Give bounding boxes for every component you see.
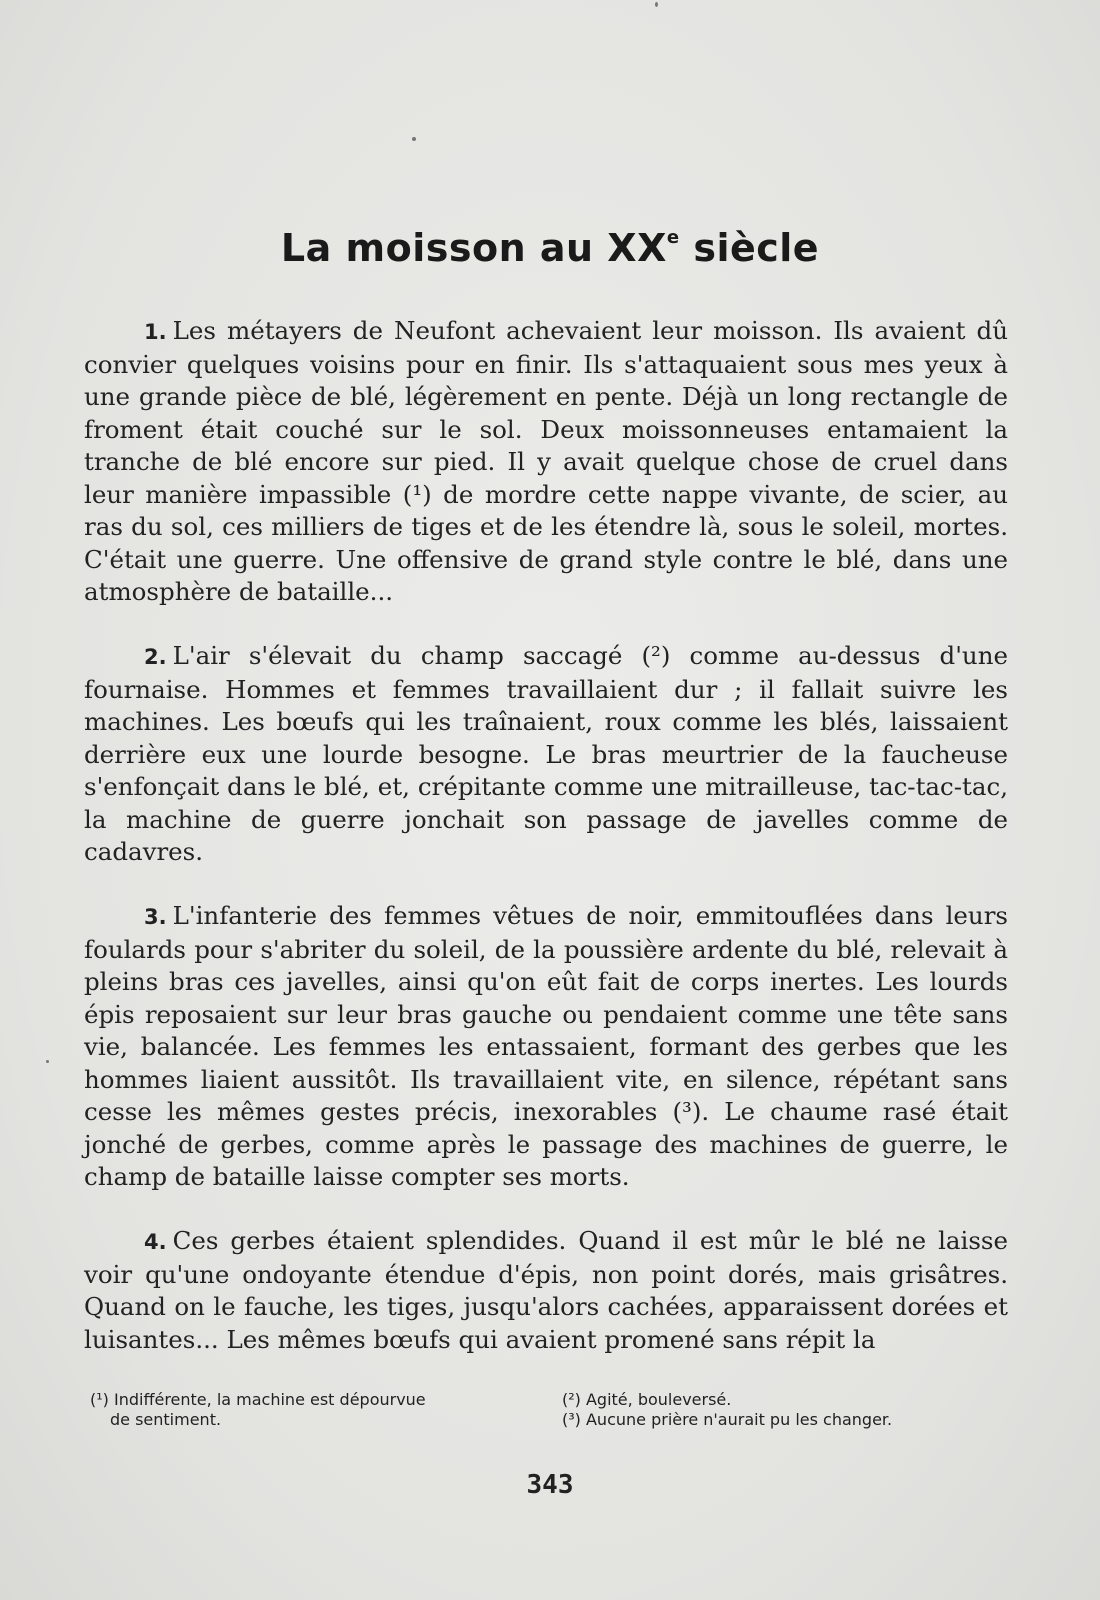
paragraph-number: 1. — [144, 320, 167, 344]
footnote-2: (²) Agité, bouleversé. — [562, 1390, 732, 1409]
paragraph-text: Ces gerbes étaient splendides. Quand il est mûr le blé ne laisse voir qu'une ondoyante étendue d'épis, non point dorés, mais grisâtres. Quand on le fauche, les tiges, jusqu'alors cachées, apparaissent dorées et luisantes... Les mêmes bœufs qui avaient promené sans répit la — [84, 1226, 1008, 1354]
title-superscript: e — [666, 227, 680, 248]
footnote-1 — [90, 1390, 530, 1430]
chapter-title — [0, 226, 1100, 270]
paragraph-number: 4. — [144, 1230, 167, 1254]
page-number: 343 — [526, 1470, 574, 1500]
paragraph-text: L'air s'élevait du champ saccagé (²) comme au-dessus d'une fournaise. Hommes et femmes travaillaient dur ; il fallait suivre les machines. Les bœufs qui les traînaient, roux comme les blés, laissaient derrière eux une lourde besogne. Le bras meurtrier de la faucheuse s'enfonçait dans le blé, et, crépitante comme une mitrailleuse, tac-tac-tac, la machine de guerre jonchait son passage de javelles comme de cadavres. — [84, 641, 1008, 866]
paragraph-text: Les métayers de Neufont achevaient leur moisson. Ils avaient dû convier quelques voisins pour en finir. Ils s'attaquaient sous mes yeux à une grande pièce de blé, légèrement en pente. Déjà un long rectangle de froment était couché sur le sol. Deux moissonneuses entamaient la tranche de blé encore sur pied. Il y avait quelque chose de cruel dans leur manière impassible (¹) de mordre cette nappe vivante, de scier, au ras du sol, ces milliers de tiges et de les étendre là, sous le soleil, mortes. C'était une guerre. Une offensive de grand style contre le blé, dans une atmosphère de bataille... — [84, 316, 1008, 606]
footnote-1-line-2: de sentiment. — [110, 1410, 222, 1429]
paper-speck — [412, 137, 416, 141]
paragraph-2 — [84, 640, 1008, 869]
title-main: La moisson au XX — [280, 226, 667, 270]
footnote-3: (³) Aucune prière n'aurait pu les changer. — [562, 1410, 893, 1429]
title-end: siècle — [679, 226, 820, 270]
paragraph-3 — [84, 900, 1008, 1194]
paragraph-number: 2. — [144, 645, 167, 669]
footnotes-2-3 — [562, 1390, 1012, 1430]
paragraph-number: 3. — [144, 905, 167, 929]
footnote-1-line-1: (¹) Indifférente, la machine est dépourvue — [90, 1390, 426, 1409]
paragraph-text: L'infanterie des femmes vêtues de noir, emmitouflées dans leurs foulards pour s'abriter du soleil, de la poussière ardente du blé, relevait à pleins bras ces javelles, ainsi qu'on eût fait de corps inertes. Les lourds épis reposaient sur leur bras gauche ou pendaient comme une tête sans vie, balancée. Les femmes les entassaient, formant des gerbes que les hommes liaient aussitôt. Ils travaillaient vite, en silence, répétant sans cesse les mêmes gestes précis, inexorables (³). Le chaume rasé était jonché de gerbes, comme après le passage des machines de guerre, le champ de bataille laisse compter ses morts. — [84, 901, 1008, 1191]
paragraph-1 — [84, 315, 1008, 609]
paper-speck — [655, 2, 658, 7]
paragraph-4 — [84, 1225, 1008, 1356]
paper-speck — [46, 1060, 49, 1063]
